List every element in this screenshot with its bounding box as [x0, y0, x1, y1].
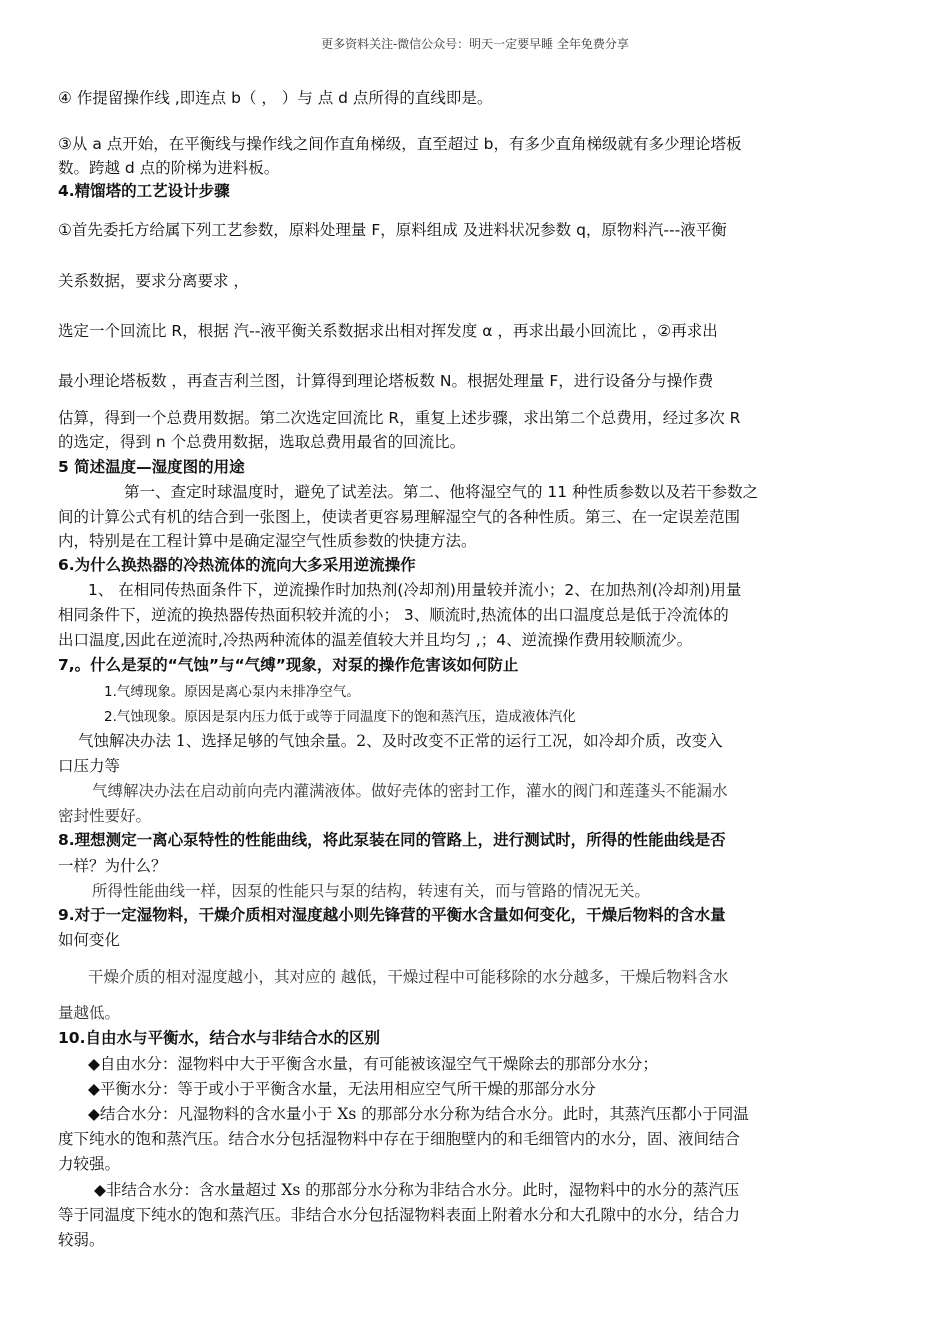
text-line: 干燥介质的相对湿度越小，其对应的 越低，干燥过程中可能移除的水分越多，干燥后物料含水: [88, 968, 729, 986]
text-line: 第一、查定时球温度时，避免了试差法。第二、他将湿空气的 11 种性质参数以及若干参数之: [124, 483, 759, 501]
section-heading: 9.对于一定湿物料，干燥介质相对湿度越小则先锋营的平衡水含量如何变化，干燥后物料的含水量: [58, 906, 726, 924]
page-header: 更多资料关注-微信公众号：明天一定要早睡 全年免费分享: [321, 37, 629, 51]
text-line: 密封性要好。: [58, 807, 152, 825]
section-heading: 10.自由水与平衡水，结合水与非结合水的区别: [58, 1029, 380, 1047]
text-line: ◆自由水分：湿物料中大于平衡含水量，有可能被该湿空气干燥除去的那部分水分；: [88, 1055, 658, 1073]
section-heading: 6.为什么换热器的冷热流体的流向大多采用逆流操作: [58, 556, 416, 574]
text-line: 出口温度,因此在逆流时,冷热两种流体的温差值较大并且均匀 ,；4、逆流操作费用较顺流少。: [58, 631, 693, 649]
text-line: ④ 作提留操作线 ,即连点 b（ ， ）与 点 d 点所得的直线即是。: [58, 89, 493, 107]
text-line: 度下纯水的饱和蒸汽压。结合水分包括湿物料中存在于细胞壁内的和毛细管内的水分，固、液间结合: [58, 1130, 741, 1148]
text-line: 相同条件下，逆流的换热器传热面积较并流的小； 3、顺流时,热流体的出口温度总是低于冷流体的: [58, 606, 729, 624]
text-line: ①首先委托方给属下列工艺参数，原料处理量 F，原料组成 及进料状况参数 q，原物料汽---液平衡: [58, 221, 727, 239]
text-line: 估算，得到一个总费用数据。第二次选定回流比 R，重复上述步骤，求出第二个总费用，经过多次 R: [58, 409, 741, 427]
text-line: 关系数据，要求分离要求 ，: [58, 272, 249, 290]
text-line: 等于同温度下纯水的饱和蒸汽压。非结合水分包括湿物料表面上附着水分和大孔隙中的水分，结合力: [58, 1206, 741, 1224]
text-line: 气蚀解决办法 1、选择足够的气蚀余量。2、及时改变不正常的运行工况，如冷却介质，改变入: [78, 732, 723, 750]
text-line: 所得性能曲线一样，因泵的性能只与泵的结构，转速有关，而与管路的情况无关。: [92, 882, 651, 900]
text-line: 的选定，得到 n 个总费用数据，选取总费用最省的回流比。: [58, 433, 466, 451]
text-line: 1.气缚现象。原因是离心泵内未排净空气。: [104, 684, 360, 700]
text-line: 力较强。: [58, 1155, 121, 1173]
text-line: 选定一个回流比 R，根据 汽--液平衡关系数据求出相对挥发度 α ，再求出最小回流比 ，②再求出: [58, 322, 718, 340]
text-line: 1、 在相同传热面条件下，逆流操作时加热剂(冷却剂)用量较并流小；2、在加热剂(冷却剂)用量: [88, 581, 742, 599]
text-line: ◆非结合水分：含水量超过 Xs 的那部分水分称为非结合水分。此时，湿物料中的水分的蒸汽压: [94, 1181, 740, 1199]
text-line: 气缚解决办法在启动前向壳内灌满液体。做好壳体的密封工作，灌水的阀门和莲蓬头不能漏水: [92, 782, 728, 800]
text-line: 口压力等: [58, 757, 121, 775]
text-line: 量越低。: [58, 1004, 121, 1022]
text-line: 数。跨越 d 点的阶梯为进料板。: [58, 159, 280, 177]
text-line: 如何变化: [58, 931, 121, 949]
text-line: ③从 a 点开始，在平衡线与操作线之间作直角梯级，直至超过 b，有多少直角梯级就有多少理论塔板: [58, 135, 742, 153]
section-heading: 8.理想测定一离心泵特性的性能曲线，将此泵装在同的管路上，进行测试时，所得的性能曲线是否: [58, 831, 726, 849]
section-heading: 7,。什么是泵的“气蚀”与“气缚”现象，对泵的操作危害该如何防止: [58, 656, 519, 674]
text-line: 内，特别是在工程计算中是确定湿空气性质参数的快捷方法。: [58, 532, 477, 550]
text-line: 间的计算公式有机的结合到一张图上，使读者更容易理解湿空气的各种性质。第三、在一定误差范围: [58, 508, 741, 526]
text-line: 2.气蚀现象。原因是泵内压力低于或等于同温度下的饱和蒸汽压，造成液体汽化: [104, 709, 576, 725]
text-line: 较弱。: [58, 1231, 105, 1249]
text-line: ◆平衡水分：等于或小于平衡含水量，无法用相应空气所干燥的那部分水分: [88, 1080, 596, 1098]
section-heading: 5 简述温度—湿度图的用途: [58, 458, 245, 476]
text-line: 最小理论塔板数 ，再查吉利兰图，计算得到理论塔板数 N。根据处理量 F，进行设备分与操作费: [58, 372, 714, 390]
text-line: 一样？为什么？: [58, 857, 167, 875]
section-heading: 4.精馏塔的工艺设计步骤: [58, 182, 230, 200]
text-line: ◆结合水分：凡湿物料的含水量小于 Xs 的那部分水分称为结合水分。此时，其蒸汽压都小于同温: [88, 1105, 749, 1123]
